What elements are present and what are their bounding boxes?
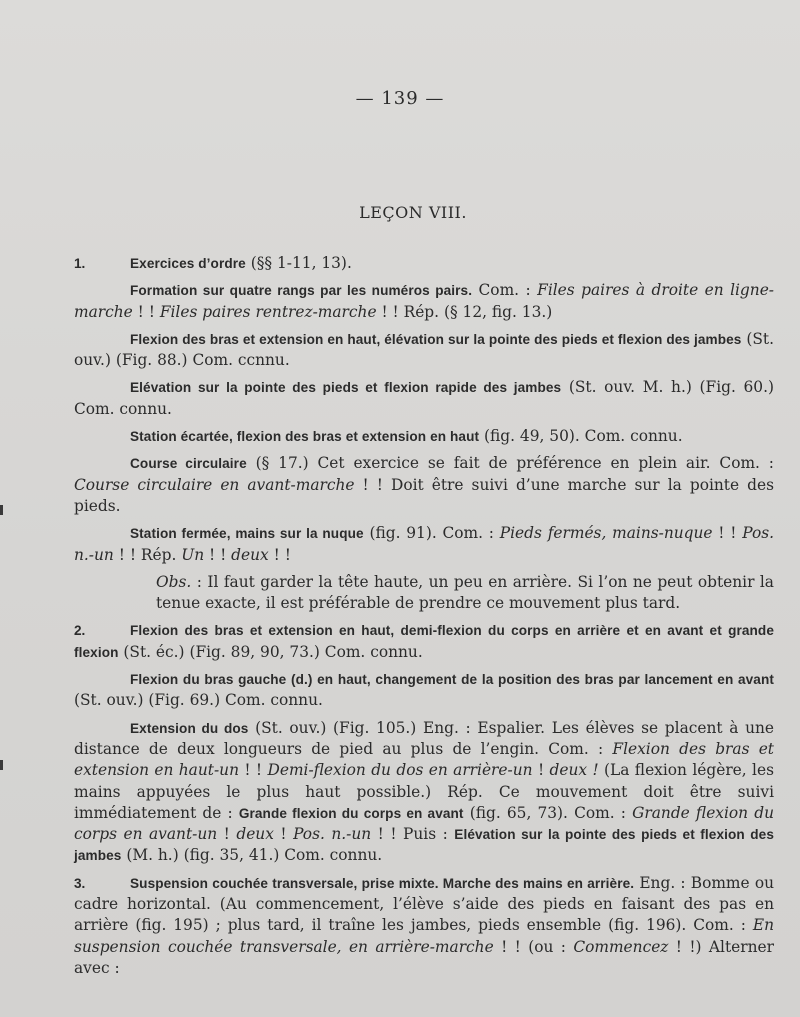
italic-command: deux — [236, 825, 274, 844]
bold-term: Flexion des bras et extension en haut, demi-flexion du corps en arrière et en avant et grande flexion — [74, 623, 774, 660]
text: (fig. 49, 50). Com. connu. — [479, 427, 683, 446]
text: ! !) Alterner avec : — [74, 937, 774, 977]
bold-term: Exercices d’ordre — [130, 256, 246, 271]
text: ! ! — [238, 761, 268, 780]
bold-term: Flexion des bras et extension en haut, élévation sur la pointe des pieds et flexion des jambes — [130, 331, 742, 347]
text: ! ! (ou : — [493, 937, 574, 956]
italic-command: deux — [231, 545, 269, 564]
paragraph — [74, 377, 774, 420]
italic-command: Commencez — [573, 937, 669, 956]
page-edge-mark — [0, 505, 3, 515]
italic-command: Un — [181, 545, 205, 564]
section-number: 1. — [74, 256, 86, 271]
text: ! — [217, 825, 237, 844]
italic-command: Demi-flexion du dos en arrière-un — [267, 761, 533, 780]
bold-term: Station écartée, flexion des bras et extension en haut — [130, 429, 480, 445]
lesson-title: LEÇON VIII. — [359, 203, 467, 222]
paragraph — [74, 453, 774, 517]
text: ! ! — [132, 302, 160, 321]
section-2-paragraph — [74, 620, 774, 663]
bold-term: Grande flexion du corps en avant — [238, 805, 464, 821]
text: ! ! — [204, 545, 232, 564]
text: (St. ouv.) (Fig. 69.) Com. connu. — [74, 691, 323, 710]
text: (St. ouv.) (Fig. 105.) Eng. : Espalier. Les élèves se placent à une distance de deux longueurs de pied au plus de l’engin. Com. : — [74, 718, 775, 758]
text: (fig. 65, 73). Com. : — [463, 803, 633, 822]
page-number: — 139 — — [355, 88, 445, 109]
bold-term: Extension du dos — [130, 720, 249, 736]
paragraph — [74, 523, 774, 566]
text: ! — [273, 825, 294, 844]
text: (§§ 1-11, 13). — [245, 254, 352, 272]
text: : Il faut garder la tête haute, un peu en arrière. Si l’on ne peut obtenir la tenue exacte, il est préférable de prendre ce mouvement plus tard. — [156, 572, 774, 613]
paragraph — [74, 426, 774, 447]
text: (§ 17.) Cet exercice se fait de préférence en plein air. Com. : — [246, 454, 774, 473]
text: ! — [532, 761, 550, 780]
paragraph — [74, 329, 774, 372]
italic-command: Pos. n.-un — [74, 524, 775, 564]
bold-term: Elévation sur la pointe des pieds et flexion rapide des jambes — [130, 380, 562, 396]
section-number: 2. — [74, 623, 86, 639]
observation-note — [156, 572, 774, 615]
text: (St. ouv. M. h.) (Fig. 60.) Com. connu. — [74, 378, 774, 418]
paragraph — [74, 280, 774, 323]
paragraph — [74, 718, 774, 867]
italic-label: Obs. — [156, 572, 192, 591]
italic-command: deux ! — [549, 761, 599, 780]
italic-command: Flexion des bras et extension en haut-un — [74, 739, 774, 780]
bold-term: Suspension couchée transversale, prise mixte. Marche des mains en arrière. — [130, 875, 635, 891]
text: ! ! Rép. (§ 12, fig. 13.) — [376, 302, 553, 321]
page-body — [74, 253, 774, 985]
italic-command: Grande flexion du corps en avant-un — [74, 803, 774, 844]
text: (fig. 91). Com. : — [363, 524, 500, 543]
section-3-paragraph — [74, 873, 774, 979]
text: ! ! — [268, 545, 291, 564]
text: Eng. : Bomme ou cadre horizontal. (Au commencement, l’élève s’aide des pieds en faisant des pas en arrière (fig. 195) ; plus tard, il traîne les jambes, pieds ensemble (fig. 196). Com. : — [74, 873, 774, 935]
text: ! ! — [712, 524, 743, 543]
bold-term: Course circulaire — [130, 456, 247, 472]
bold-term: Flexion du bras gauche (d.) en haut, changement de la position des bras par lancement en avant — [130, 672, 774, 688]
text: ! ! Doit être suivi d’une marche sur la pointe des pieds. — [74, 475, 774, 515]
text: Com. : — [472, 281, 538, 300]
italic-command: Pos. n.-un — [293, 825, 372, 844]
italic-command: En suspension couchée transversale, en arrière-marche — [74, 916, 774, 956]
page-edge-mark — [0, 760, 3, 770]
text: ! ! Rép. — [113, 545, 182, 564]
bold-term: Formation sur quatre rangs par les numéros pairs. — [130, 283, 473, 299]
section-1-heading — [74, 253, 774, 274]
section-number: 3. — [74, 875, 86, 891]
italic-command: Course circulaire en avant-marche — [74, 475, 355, 494]
text: (La flexion légère, les mains appuyées le plus haut possible.) Rép. Ce mouvement doit être suivi immédiatement de : — [74, 761, 774, 822]
text: ! ! Puis : — [371, 825, 455, 844]
paragraph — [74, 669, 774, 712]
italic-command: Files paires rentrez-marche — [159, 302, 377, 321]
text: (St. éc.) (Fig. 89, 90, 73.) Com. connu. — [118, 642, 423, 661]
italic-command: Files paires à droite en ligne-marche — [74, 281, 774, 321]
text: (M. h.) (fig. 35, 41.) Com. connu. — [121, 846, 383, 865]
bold-term: Elévation sur la pointe des pieds et flexion des jambes — [74, 827, 775, 864]
text: (St. ouv.) (Fig. 88.) Com. ccnnu. — [74, 329, 774, 370]
bold-term: Station fermée, mains sur la nuque — [130, 526, 364, 542]
italic-command: Pieds fermés, mains-nuque — [499, 524, 713, 543]
